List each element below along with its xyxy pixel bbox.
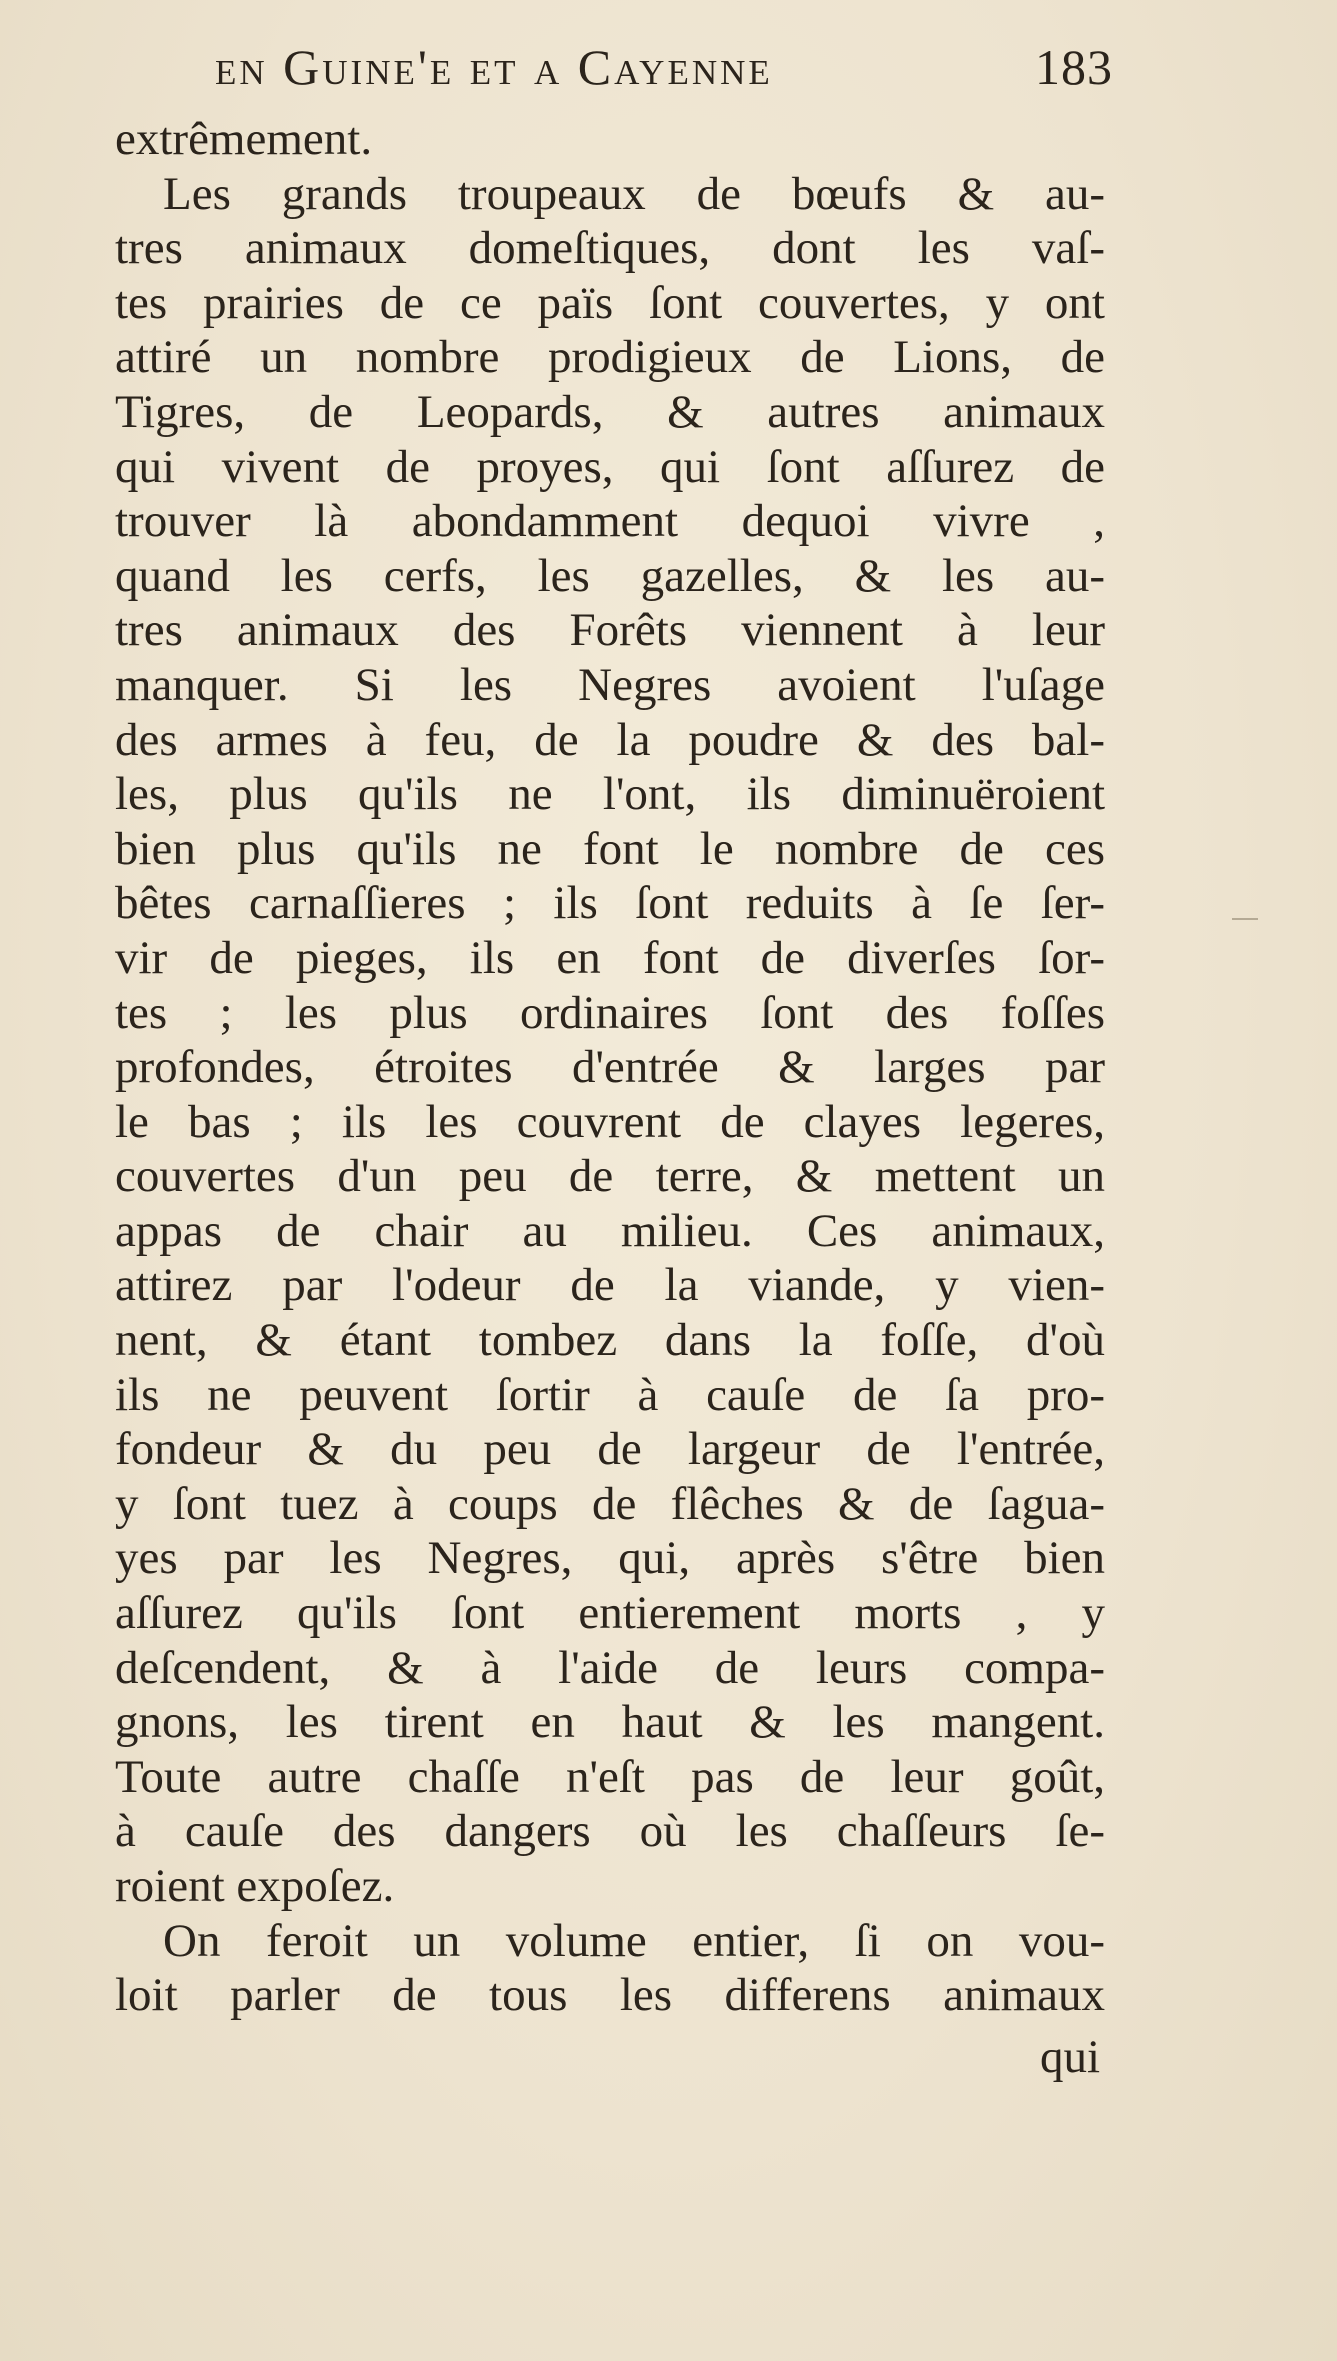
text-line: tres animaux des Forêts viennent à leur (115, 604, 1105, 657)
text-line: Toute autre chaſſe n'eſt pas de leur goût, (115, 1750, 1105, 1803)
text-line: aſſurez qu'ils ſont entierement morts , y (115, 1587, 1105, 1640)
text-line: trouver là abondamment dequoi vivre , (115, 495, 1105, 548)
text-line: extrêmement. (115, 113, 373, 165)
text-line: On feroit un volume entier, ſi on vou- (163, 1914, 1105, 1967)
text-line: Tigres, de Leopards, & autres animaux (115, 385, 1105, 438)
running-title: en Guine'e et a Cayenne (215, 39, 773, 95)
text-line: tres animaux domeſtiques, dont les vaſ- (115, 222, 1105, 275)
text-line: couvertes d'un peu de terre, & mettent un (115, 1150, 1105, 1203)
text-line: nent, & étant tombez dans la foſſe, d'où (115, 1314, 1105, 1367)
text-line: bêtes carnaſſieres ; ils ſont reduits à ſe ſer- (115, 877, 1105, 930)
text-line: vir de pieges, ils en font de diverſes ſor- (115, 931, 1105, 984)
text-line: qui vivent de proyes, qui ſont aſſurez de (115, 440, 1105, 493)
text-line: manquer. Si les Negres avoient l'uſage (115, 658, 1105, 711)
text-line: à cauſe des dangers où les chaſſeurs ſe- (115, 1805, 1105, 1858)
text-line: yes par les Negres, qui, après s'être bien (115, 1532, 1105, 1585)
text-line: bien plus qu'ils ne font le nombre de ces (115, 822, 1105, 875)
text-line: y ſont tuez à coups de flêches & de ſagua- (115, 1477, 1105, 1530)
text-line: attiré un nombre prodigieux de Lions, de (115, 331, 1105, 384)
text-line: des armes à feu, de la poudre & des bal- (115, 713, 1105, 766)
catchword: qui (1040, 2031, 1101, 2083)
text-line: ils ne peuvent ſortir à cauſe de ſa pro- (115, 1368, 1105, 1421)
page-header (215, 38, 1135, 108)
margin-mark (1232, 918, 1258, 920)
text-line: Les grands troupeaux de bœufs & au- (163, 167, 1105, 220)
text-line: quand les cerfs, les gazelles, & les au- (115, 549, 1105, 602)
text-line: fondeur & du peu de largeur de l'entrée, (115, 1423, 1105, 1476)
page-number: 183 (1035, 39, 1113, 95)
body-text (115, 112, 1105, 2023)
text-line: les, plus qu'ils ne l'ont, ils diminuëroient (115, 768, 1105, 821)
text-line: gnons, les tirent en haut & les mangent. (115, 1696, 1105, 1749)
text-line: profondes, étroites d'entrée & larges par (115, 1041, 1105, 1094)
text-line: attirez par l'odeur de la viande, y vien- (115, 1259, 1105, 1312)
text-line: deſcendent, & à l'aide de leurs compa- (115, 1641, 1105, 1694)
text-line: tes prairies de ce païs ſont couvertes, y ont (115, 276, 1105, 329)
text-line: roient expoſez. (115, 1860, 395, 1912)
text-line: tes ; les plus ordinaires ſont des foſſes (115, 986, 1105, 1039)
text-line: appas de chair au milieu. Ces animaux, (115, 1204, 1105, 1257)
text-line: loit parler de tous les differens animaux (115, 1969, 1105, 2022)
text-line: le bas ; ils les couvrent de clayes legeres, (115, 1095, 1105, 1148)
